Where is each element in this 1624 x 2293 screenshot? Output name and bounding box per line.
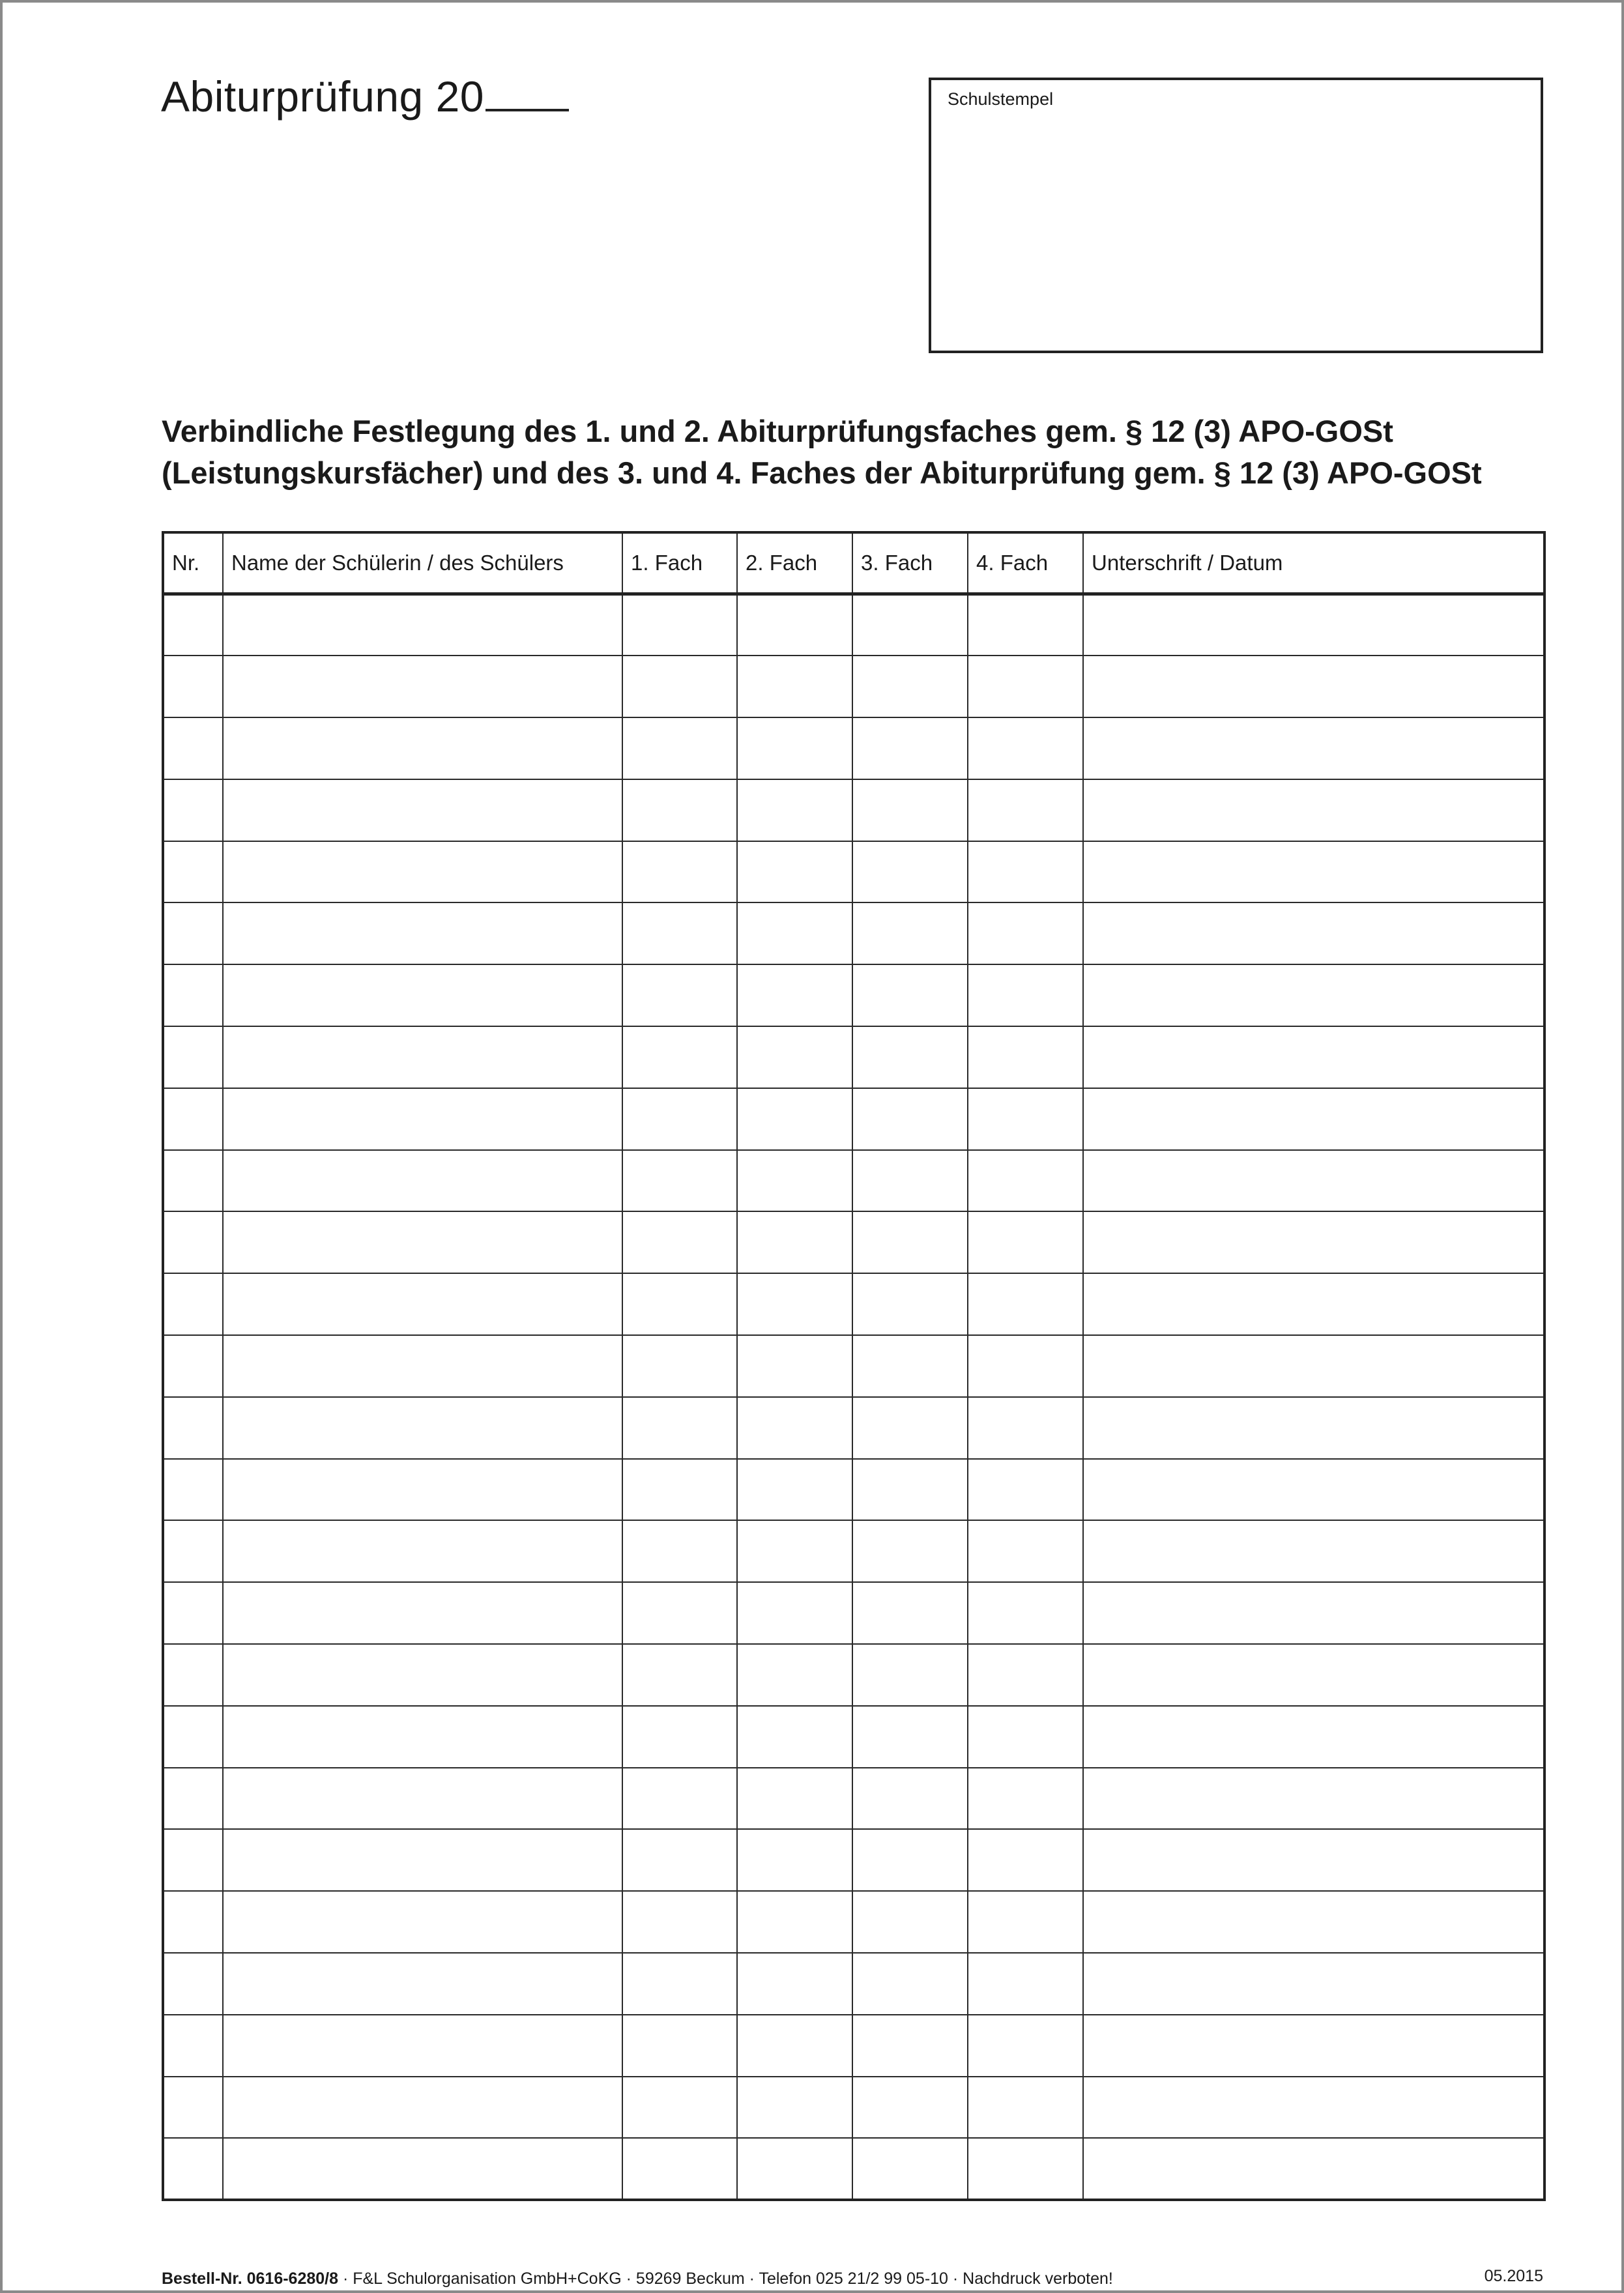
cell-student-name[interactable] <box>223 656 622 717</box>
cell-subject-2[interactable] <box>737 1397 852 1459</box>
cell-signature-date[interactable] <box>1083 779 1544 841</box>
cell-signature-date[interactable] <box>1083 1026 1544 1088</box>
cell-signature-date[interactable] <box>1083 1335 1544 1397</box>
cell-subject-1[interactable] <box>622 1459 737 1521</box>
cell-subject-1[interactable] <box>622 1520 737 1582</box>
table-row <box>163 2077 1544 2139</box>
cell-subject-4[interactable] <box>968 2015 1083 2077</box>
cell-subject-2[interactable] <box>737 902 852 964</box>
cell-subject-3[interactable] <box>852 1088 968 1150</box>
cell-nr[interactable] <box>163 1582 223 1644</box>
cell-signature-date[interactable] <box>1083 717 1544 779</box>
table-row <box>163 2015 1544 2077</box>
column-header-nr: Nr. <box>163 532 223 594</box>
cell-subject-1[interactable] <box>622 594 737 656</box>
cell-subject-2[interactable] <box>737 1520 852 1582</box>
cell-subject-1[interactable] <box>622 717 737 779</box>
cell-subject-4[interactable] <box>968 1026 1083 1088</box>
year-blank-line[interactable] <box>486 109 569 111</box>
cell-subject-4[interactable] <box>968 717 1083 779</box>
cell-subject-4[interactable] <box>968 1891 1083 1953</box>
column-header-subject-4: 4. Fach <box>968 532 1083 594</box>
cell-subject-1[interactable] <box>622 1829 737 1891</box>
cell-student-name[interactable] <box>223 1335 622 1397</box>
cell-subject-4[interactable] <box>968 1335 1083 1397</box>
cell-signature-date[interactable] <box>1083 1768 1544 1830</box>
cell-subject-4[interactable] <box>968 1211 1083 1273</box>
cell-subject-4[interactable] <box>968 1953 1083 2015</box>
cell-subject-1[interactable] <box>622 1891 737 1953</box>
cell-nr[interactable] <box>163 1829 223 1891</box>
cell-subject-1[interactable] <box>622 1088 737 1150</box>
cell-signature-date[interactable] <box>1083 1273 1544 1335</box>
cell-subject-3[interactable] <box>852 1829 968 1891</box>
cell-nr[interactable] <box>163 779 223 841</box>
cell-signature-date[interactable] <box>1083 902 1544 964</box>
cell-subject-3[interactable] <box>852 717 968 779</box>
cell-subject-2[interactable] <box>737 1891 852 1953</box>
table-body <box>163 594 1544 2200</box>
cell-signature-date[interactable] <box>1083 1953 1544 2015</box>
cell-student-name[interactable] <box>223 1397 622 1459</box>
cell-subject-2[interactable] <box>737 1768 852 1830</box>
cell-subject-3[interactable] <box>852 964 968 1026</box>
table-row <box>163 1891 1544 1953</box>
cell-nr[interactable] <box>163 2077 223 2139</box>
cell-student-name[interactable] <box>223 1211 622 1273</box>
cell-subject-4[interactable] <box>968 1273 1083 1335</box>
cell-subject-1[interactable] <box>622 656 737 717</box>
cell-subject-3[interactable] <box>852 656 968 717</box>
cell-subject-1[interactable] <box>622 1211 737 1273</box>
table-row <box>163 2138 1544 2200</box>
cell-student-name[interactable] <box>223 1582 622 1644</box>
table-row <box>163 1768 1544 1830</box>
cell-subject-2[interactable] <box>737 656 852 717</box>
cell-subject-4[interactable] <box>968 2138 1083 2200</box>
cell-nr[interactable] <box>163 1459 223 1521</box>
table-row <box>163 1273 1544 1335</box>
form-heading-line-1: Verbindliche Festlegung des 1. und 2. Abiturprüfungsfaches gem. § 12 (3) APO-GOSt <box>162 414 1393 448</box>
cell-subject-1[interactable] <box>622 1273 737 1335</box>
cell-subject-3[interactable] <box>852 2077 968 2139</box>
cell-subject-2[interactable] <box>737 964 852 1026</box>
table-row <box>163 1706 1544 1768</box>
cell-nr[interactable] <box>163 717 223 779</box>
cell-subject-4[interactable] <box>968 1706 1083 1768</box>
column-header-subject-3: 3. Fach <box>852 532 968 594</box>
cell-subject-1[interactable] <box>622 1953 737 2015</box>
cell-signature-date[interactable] <box>1083 1211 1544 1273</box>
cell-nr[interactable] <box>163 594 223 656</box>
cell-signature-date[interactable] <box>1083 1397 1544 1459</box>
footer-order-number: Bestell-Nr. 0616-6280/8 <box>162 2270 339 2288</box>
cell-student-name[interactable] <box>223 1150 622 1212</box>
cell-subject-4[interactable] <box>968 1644 1083 1706</box>
cell-subject-1[interactable] <box>622 964 737 1026</box>
cell-nr[interactable] <box>163 1026 223 1088</box>
cell-nr[interactable] <box>163 1088 223 1150</box>
cell-subject-2[interactable] <box>737 1706 852 1768</box>
cell-nr[interactable] <box>163 1768 223 1830</box>
table-row <box>163 1397 1544 1459</box>
cell-nr[interactable] <box>163 1211 223 1273</box>
cell-subject-1[interactable] <box>622 1150 737 1212</box>
cell-subject-1[interactable] <box>622 779 737 841</box>
cell-signature-date[interactable] <box>1083 1520 1544 1582</box>
footer-publisher: · F&L Schulorganisation GmbH+CoKG · 59269 Beckum · Telefon 025 21/2 99 05-10 · Nachdruck verboten! <box>338 2270 1113 2288</box>
cell-subject-3[interactable] <box>852 2015 968 2077</box>
table-row <box>163 902 1544 964</box>
cell-subject-2[interactable] <box>737 1459 852 1521</box>
cell-subject-3[interactable] <box>852 1953 968 2015</box>
cell-subject-3[interactable] <box>852 1768 968 1830</box>
cell-subject-4[interactable] <box>968 1768 1083 1830</box>
cell-student-name[interactable] <box>223 2138 622 2200</box>
table-row <box>163 1829 1544 1891</box>
footer-date: 05.2015 <box>1484 2267 1543 2285</box>
table-row <box>163 1211 1544 1273</box>
table-row <box>163 1644 1544 1706</box>
cell-subject-4[interactable] <box>968 964 1083 1026</box>
cell-subject-4[interactable] <box>968 1397 1083 1459</box>
table-row <box>163 1088 1544 1150</box>
cell-signature-date[interactable] <box>1083 1582 1544 1644</box>
table-row <box>163 594 1544 656</box>
cell-subject-4[interactable] <box>968 656 1083 717</box>
column-header-signature-date: Unterschrift / Datum <box>1083 532 1544 594</box>
cell-subject-4[interactable] <box>968 779 1083 841</box>
table-row <box>163 656 1544 717</box>
subject-selection-table <box>162 531 1546 2201</box>
cell-nr[interactable] <box>163 1335 223 1397</box>
cell-nr[interactable] <box>163 1150 223 1212</box>
cell-subject-3[interactable] <box>852 1273 968 1335</box>
cell-subject-3[interactable] <box>852 1520 968 1582</box>
cell-nr[interactable] <box>163 1397 223 1459</box>
cell-student-name[interactable] <box>223 841 622 903</box>
cell-subject-3[interactable] <box>852 841 968 903</box>
cell-nr[interactable] <box>163 656 223 717</box>
cell-subject-3[interactable] <box>852 779 968 841</box>
cell-subject-4[interactable] <box>968 594 1083 656</box>
cell-subject-3[interactable] <box>852 1891 968 1953</box>
cell-subject-2[interactable] <box>737 594 852 656</box>
cell-signature-date[interactable] <box>1083 1459 1544 1521</box>
cell-subject-1[interactable] <box>622 1644 737 1706</box>
cell-subject-4[interactable] <box>968 1520 1083 1582</box>
cell-subject-2[interactable] <box>737 841 852 903</box>
cell-subject-1[interactable] <box>622 841 737 903</box>
form-heading <box>162 411 1482 494</box>
cell-subject-3[interactable] <box>852 1397 968 1459</box>
footer-imprint <box>162 2270 1113 2288</box>
cell-signature-date[interactable] <box>1083 2077 1544 2139</box>
table-row <box>163 717 1544 779</box>
cell-student-name[interactable] <box>223 964 622 1026</box>
cell-subject-2[interactable] <box>737 1150 852 1212</box>
column-header-subject-2: 2. Fach <box>737 532 852 594</box>
column-header-student-name: Name der Schülerin / des Schülers <box>223 532 622 594</box>
cell-subject-1[interactable] <box>622 1706 737 1768</box>
column-header-subject-1: 1. Fach <box>622 532 737 594</box>
cell-student-name[interactable] <box>223 1706 622 1768</box>
cell-subject-3[interactable] <box>852 1335 968 1397</box>
cell-subject-2[interactable] <box>737 1953 852 2015</box>
cell-subject-1[interactable] <box>622 2015 737 2077</box>
cell-subject-3[interactable] <box>852 1211 968 1273</box>
cell-subject-2[interactable] <box>737 779 852 841</box>
table-row <box>163 1953 1544 2015</box>
cell-subject-1[interactable] <box>622 1768 737 1830</box>
cell-student-name[interactable] <box>223 1953 622 2015</box>
cell-student-name[interactable] <box>223 902 622 964</box>
cell-nr[interactable] <box>163 2015 223 2077</box>
cell-signature-date[interactable] <box>1083 594 1544 656</box>
cell-subject-4[interactable] <box>968 1150 1083 1212</box>
cell-subject-3[interactable] <box>852 1582 968 1644</box>
cell-subject-1[interactable] <box>622 1582 737 1644</box>
cell-subject-2[interactable] <box>737 1211 852 1273</box>
cell-student-name[interactable] <box>223 2077 622 2139</box>
cell-signature-date[interactable] <box>1083 1150 1544 1212</box>
cell-student-name[interactable] <box>223 1273 622 1335</box>
cell-student-name[interactable] <box>223 1829 622 1891</box>
cell-subject-2[interactable] <box>737 1582 852 1644</box>
cell-nr[interactable] <box>163 964 223 1026</box>
cell-subject-2[interactable] <box>737 1829 852 1891</box>
table-row <box>163 1582 1544 1644</box>
cell-subject-1[interactable] <box>622 902 737 964</box>
school-stamp-box <box>929 78 1543 353</box>
table-row <box>163 1459 1544 1521</box>
cell-student-name[interactable] <box>223 594 622 656</box>
cell-student-name[interactable] <box>223 779 622 841</box>
cell-nr[interactable] <box>163 1891 223 1953</box>
cell-subject-4[interactable] <box>968 841 1083 903</box>
cell-subject-2[interactable] <box>737 717 852 779</box>
cell-nr[interactable] <box>163 841 223 903</box>
cell-nr[interactable] <box>163 902 223 964</box>
cell-nr[interactable] <box>163 1520 223 1582</box>
form-heading-line-2: (Leistungskursfächer) und des 3. und 4. Faches der Abiturprüfung gem. § 12 (3) APO-GOSt <box>162 455 1482 490</box>
cell-subject-2[interactable] <box>737 1088 852 1150</box>
cell-subject-4[interactable] <box>968 902 1083 964</box>
cell-nr[interactable] <box>163 2138 223 2200</box>
cell-subject-2[interactable] <box>737 2015 852 2077</box>
cell-nr[interactable] <box>163 1706 223 1768</box>
cell-subject-2[interactable] <box>737 1644 852 1706</box>
cell-student-name[interactable] <box>223 1459 622 1521</box>
cell-subject-1[interactable] <box>622 2077 737 2139</box>
cell-subject-1[interactable] <box>622 1397 737 1459</box>
exam-title-text: Abiturprüfung 20 <box>161 72 485 121</box>
cell-signature-date[interactable] <box>1083 1088 1544 1150</box>
cell-signature-date[interactable] <box>1083 1829 1544 1891</box>
cell-subject-4[interactable] <box>968 1088 1083 1150</box>
table-header-row <box>163 532 1544 594</box>
cell-subject-4[interactable] <box>968 1829 1083 1891</box>
cell-subject-3[interactable] <box>852 902 968 964</box>
cell-subject-3[interactable] <box>852 1459 968 1521</box>
table-row <box>163 1520 1544 1582</box>
cell-nr[interactable] <box>163 1953 223 2015</box>
cell-signature-date[interactable] <box>1083 1644 1544 1706</box>
table-row <box>163 964 1544 1026</box>
cell-subject-3[interactable] <box>852 1150 968 1212</box>
cell-student-name[interactable] <box>223 1026 622 1088</box>
cell-nr[interactable] <box>163 1644 223 1706</box>
cell-signature-date[interactable] <box>1083 2015 1544 2077</box>
cell-subject-2[interactable] <box>737 2077 852 2139</box>
table-row <box>163 1026 1544 1088</box>
cell-subject-2[interactable] <box>737 1026 852 1088</box>
cell-subject-3[interactable] <box>852 1644 968 1706</box>
cell-subject-3[interactable] <box>852 594 968 656</box>
cell-subject-1[interactable] <box>622 1335 737 1397</box>
cell-subject-2[interactable] <box>737 2138 852 2200</box>
cell-subject-3[interactable] <box>852 1706 968 1768</box>
cell-signature-date[interactable] <box>1083 964 1544 1026</box>
cell-student-name[interactable] <box>223 1088 622 1150</box>
school-stamp-label: Schulstempel <box>948 89 1054 109</box>
cell-subject-1[interactable] <box>622 1026 737 1088</box>
cell-subject-1[interactable] <box>622 2138 737 2200</box>
cell-subject-4[interactable] <box>968 1582 1083 1644</box>
table-row <box>163 841 1544 903</box>
cell-student-name[interactable] <box>223 1768 622 1830</box>
cell-subject-2[interactable] <box>737 1273 852 1335</box>
cell-subject-3[interactable] <box>852 2138 968 2200</box>
table-row <box>163 1335 1544 1397</box>
cell-signature-date[interactable] <box>1083 1706 1544 1768</box>
cell-signature-date[interactable] <box>1083 656 1544 717</box>
cell-signature-date[interactable] <box>1083 1891 1544 1953</box>
cell-student-name[interactable] <box>223 1891 622 1953</box>
cell-student-name[interactable] <box>223 1644 622 1706</box>
cell-signature-date[interactable] <box>1083 2138 1544 2200</box>
cell-subject-2[interactable] <box>737 1335 852 1397</box>
cell-student-name[interactable] <box>223 717 622 779</box>
cell-subject-3[interactable] <box>852 1026 968 1088</box>
cell-subject-4[interactable] <box>968 1459 1083 1521</box>
cell-student-name[interactable] <box>223 1520 622 1582</box>
cell-student-name[interactable] <box>223 2015 622 2077</box>
table-row <box>163 779 1544 841</box>
table-row <box>163 1150 1544 1212</box>
cell-signature-date[interactable] <box>1083 841 1544 903</box>
cell-nr[interactable] <box>163 1273 223 1335</box>
exam-title <box>161 72 569 121</box>
cell-subject-4[interactable] <box>968 2077 1083 2139</box>
